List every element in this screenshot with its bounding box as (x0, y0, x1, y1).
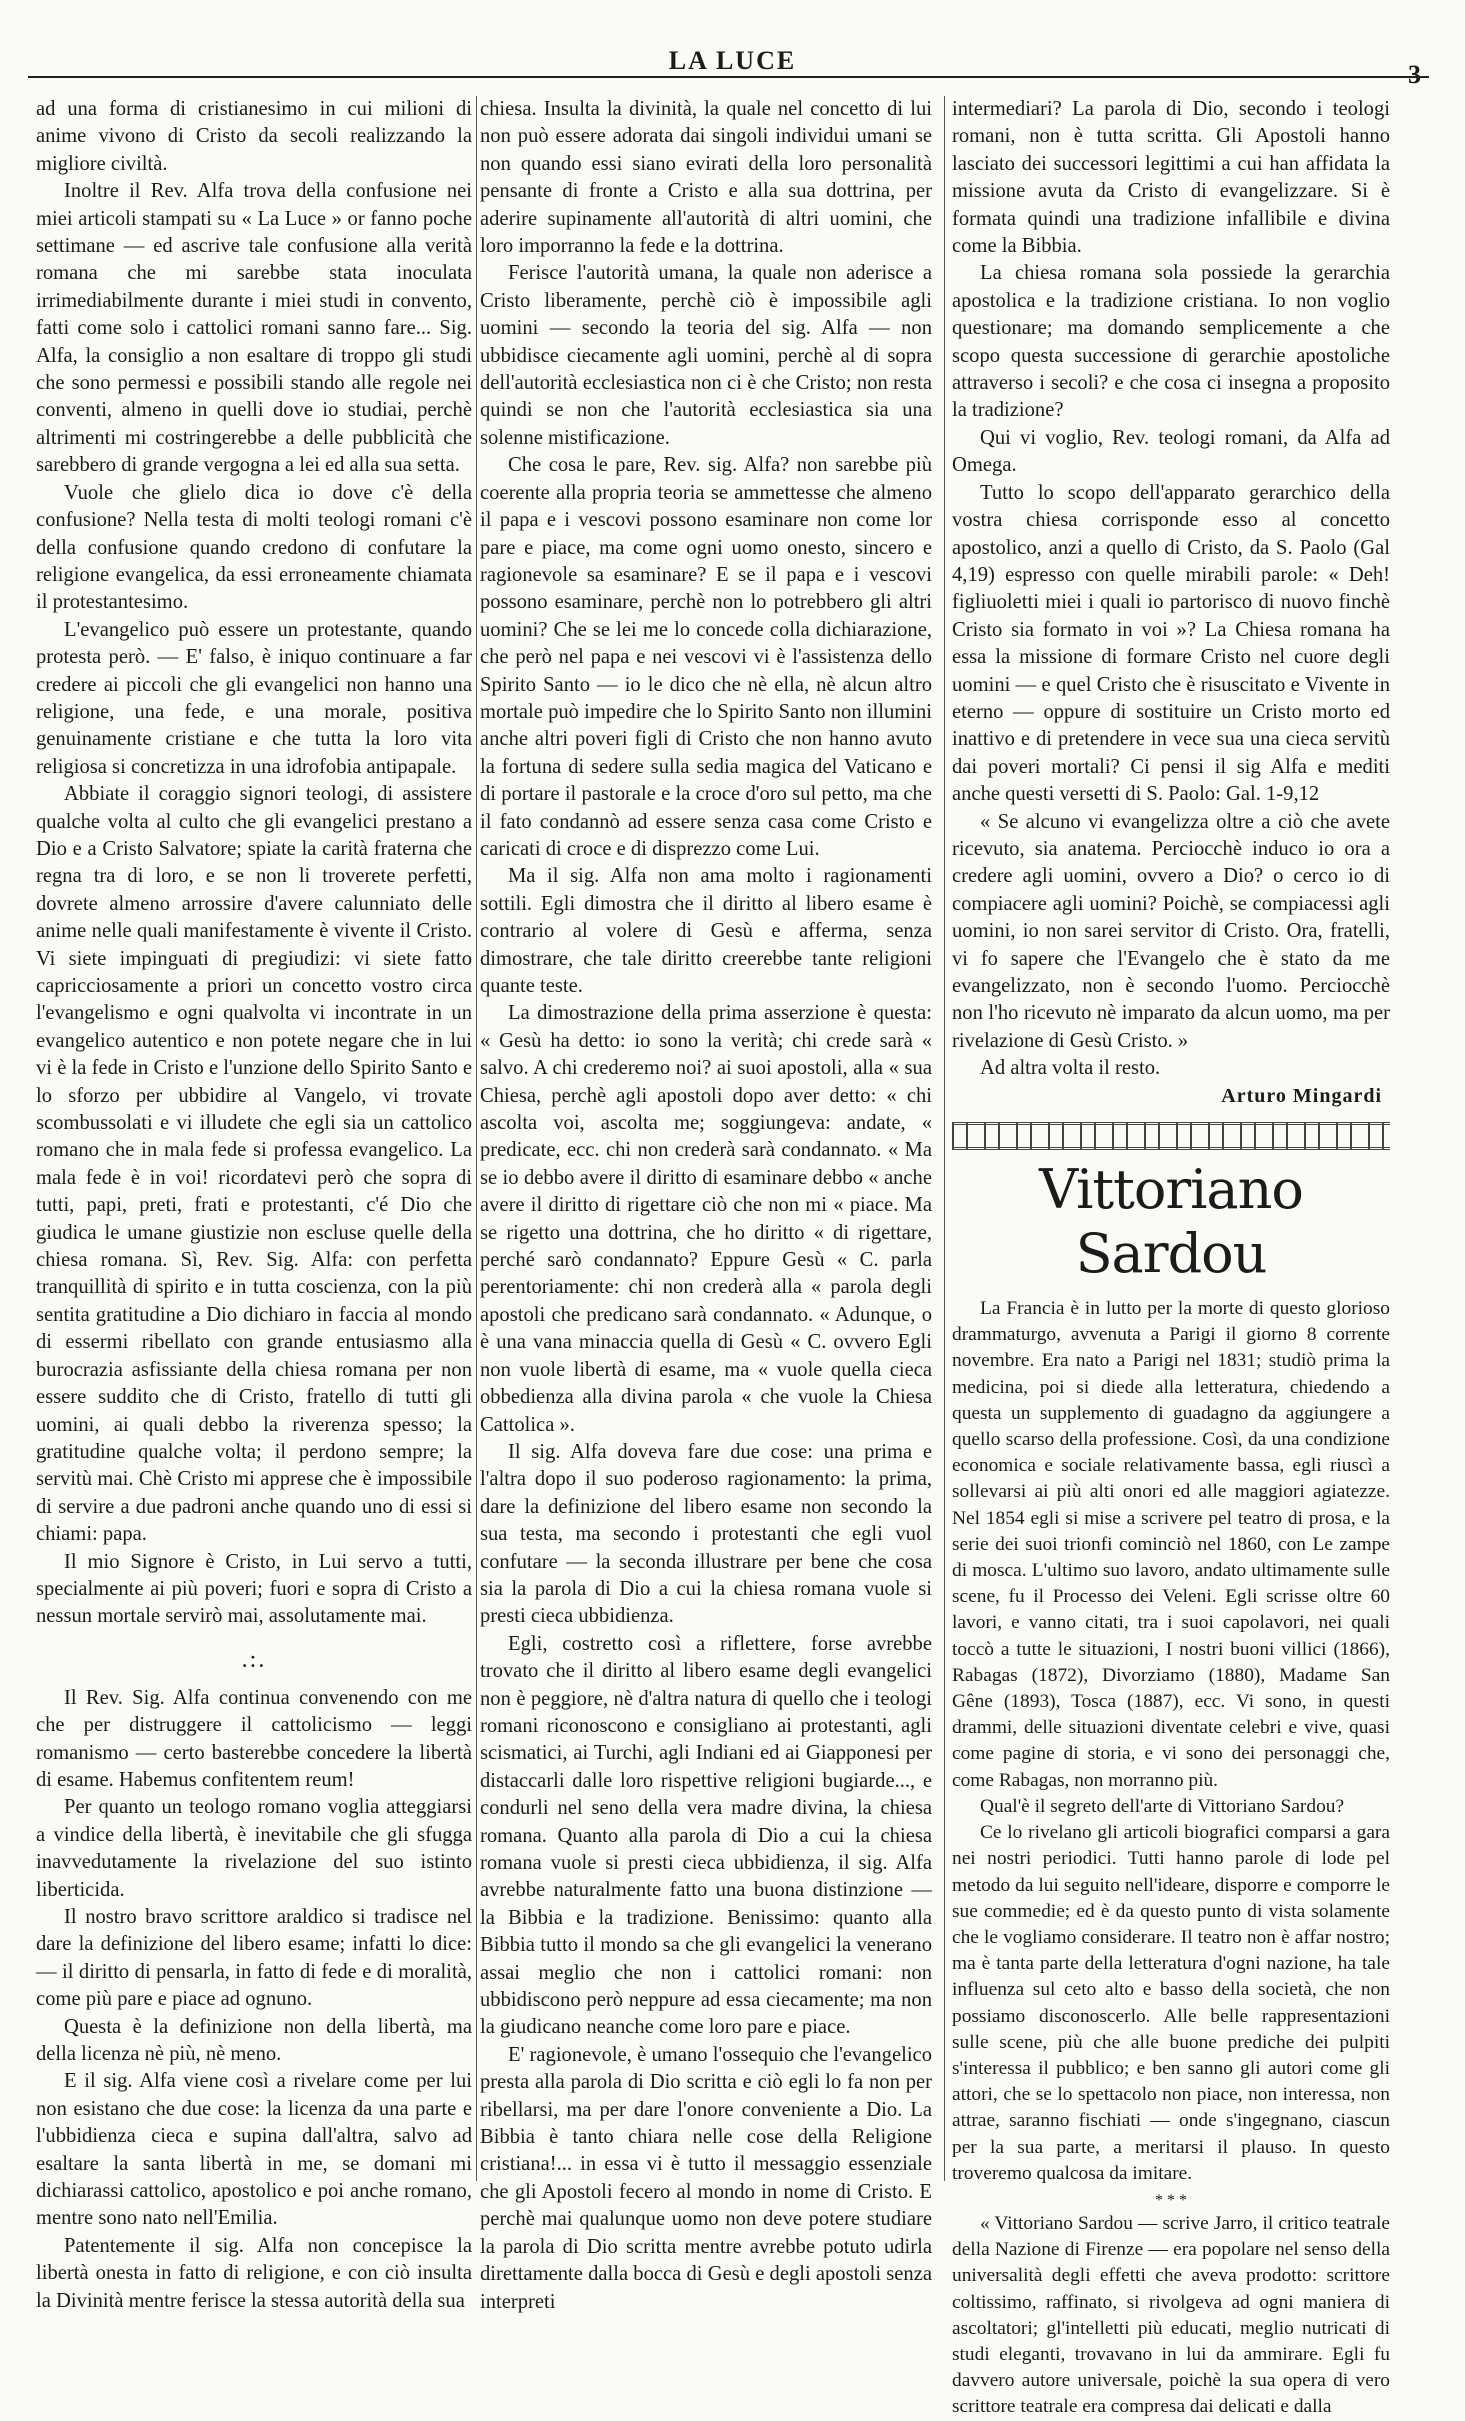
author-signature: Arturo Mingardi (1221, 1084, 1382, 1107)
paragraph: Inoltre il Rev. Alfa trova della confusione nei miei articoli stampati su « La Luce » or fanno poche settimane — ed ascrive tale confusione alla verità romana che mi sarebbe stata inoculata irrimediabilmente durante i miei studi in convento, fatti come solo i cattolici romani sanno fare... Sig. Alfa, la consiglio a non esaltare di troppo gli studi che sono permessi e possibili stando alle regole nei conventi, almeno in quelli dove io studiai, perchè altrimenti mi costringerebbe a delle pubblicità che sarebbero di grande vergogna a lei ed alla sua setta. (36, 180, 472, 477)
paragraph: « Vittoriano Sardou — scrive Jarro, il critico teatrale della Nazione di Firenze — era popolare nel senso della universalità degli effetti che aveva prodotto: scrittore coltissimo, raffinato, si rivolgeva ad ogni maniera di ascoltatori; gl'intelletti più educati, meglio nutricati di studi eleganti, trovavano in lui da ammirare. Egli fu davvero autore universale, poichè la sua opera di vero scrittore teatrale era compresa dai delicati e dalla (952, 2212, 1390, 2418)
decorative-border (952, 1122, 1390, 1150)
column-1 (36, 96, 472, 2312)
paragraph: Egli, costretto così a riflettere, forse avrebbe trovato che il diritto al libero esame degli evangelici non è peggiore, nè d'altra natura di quello che i teologi romani riconoscono e consigliano ai protestanti, agli scismatici, ai Turchi, agli Indiani ed ai Giapponesi per distaccarli dalle loro rispettive religioni bugiarde..., e condurli nel seno della vera madre divina, la chiesa romana. Quanto alla parola di Dio a cui la chiesa romana vuole si presti cieca ubbidienza, il sig. Alfa avrebbe naturalmente fatto una buona distinzione — la Bibbia e la tradizione. Benissimo: quanto alla Bibbia tutto il mondo sa che gli evangelici la venerano assai meglio che non i cattolici romani: non ubbidiscono però neppure ad essa ciecamente; ma non la giudicano neanche come loro pare e piace. (480, 1632, 932, 2039)
page-number: 3 (1408, 60, 1421, 89)
paragraph: E' ragionevole, è umano l'ossequio che l'evangelico presta alla parola di Dio scritta e ciò egli lo fa non per ribellarsi, ma per dare l'onore conveniente a Dio. La Bibbia è tanto chiara nelle cose della Religione cristiana!... in essa vi è tutto il messaggio essenziale che gli Apostoli fecero al mondo in nome di Cristo. E perchè mai qualunque uomo non deve potere studiare la parola di Dio scritta mentre avrebbe potuto udirla direttamente dalla bocca di Gesù e degli apostoli senza interpreti (480, 2043, 932, 2313)
article-body (952, 1296, 1390, 2421)
page-header (0, 0, 1465, 90)
article-title: Vittoriano Sardou (1039, 1158, 1303, 1286)
section-separator: * * * (1155, 2191, 1187, 2209)
paragraph: E il sig. Alfa viene così a rivelare come per lui non esistano che due cose: la licenza da una parte e l'ubbidienza cieca e supina dall'altra, salvo ad esaltare la santa libertà in me, se domani mi dichiarassi cattolico, apostolico e poi anche romano, mentre sono nato nell'Emilia. (36, 2070, 472, 2230)
paragraph: Patentemente il sig. Alfa non concepisce la libertà onesta in fatto di religione, e con ciò insulta la Divinità mentre ferisce la stessa autorità della sua (36, 2234, 472, 2312)
paragraph: Ad altra volta il resto. (980, 1057, 1161, 1080)
column-divider (944, 96, 945, 2181)
paragraph: chiesa. Insulta la divinità, la quale nel concetto di lui non può essere adorata dai singoli individui umani se non quando essi siano evirati della loro personalità pensante di fronte a Cristo e alla sua dottrina, per aderire supinamente all'autorità di altri uomini, che loro imporranno la fede e la dottrina. (480, 98, 932, 258)
paragraph: Qual'è il segreto dell'arte di Vittoriano Sardou? (980, 1795, 1345, 1817)
paragraph: Tutto lo scopo dell'apparato gerarchico della vostra chiesa corrisponde esso al concetto apostolico, anzi a quello di Cristo, da S. Paolo (Gal 4,19) espresso con quelle mirabili parole: « Deh! figliuoletti miei i quali io partorisco di nuovo finchè Cristo sia formato in voi »? La Chiesa romana ha essa la missione di formare Cristo nel cuore degli uomini — e quel Cristo che è risuscitato e Vivente in eterno — oppure di sostituire un Cristo morto ed inattivo e di pretendere in vece sua una cieca servitù dai poveri mortali? Ci pensi il sig Alfa e mediti anche questi versetti di S. Paolo: Gal. 1-9,12 (952, 481, 1390, 806)
paragraph: Il sig. Alfa doveva fare due cose: una prima e l'altra dopo il suo poderoso ragionamento: la prima, dare la definizione del libero esame non secondo la sua testa, ma secondo i protestanti che egli vuol confutare — la seconda illustrare per bene che cosa sia la parola di Dio a cui la chiesa romana vuole si presti cieca ubbidienza. (480, 1440, 932, 1628)
header-rule (28, 76, 1429, 78)
paragraph: Ce lo rivelano gli articoli biografici comparsi a gara nei nostri periodici. Tutti hanno parole di lode pel metodo da lui seguito nell'ideare, disporre e comporre le sue commedie; ed è da questo punto di vista solamente che le vogliamo considerare. Il teatro non è affar nostro; ma è tanta parte della letteratura d'ogni nazione, ha tale influenza sul ceto alto e basso della società, che non possiamo disconoscerlo. Alle belle rappresentazioni sulle scene, più che alle buone prediche dei pulpiti s'interessa il pubblico; e ben sanno gli autori come gli attori, che se lo spettacolo non piace, non interessa, non attrae, saranno fischiati — onde s'ingegnano, ciascun per la sua parte, a meritarsi il plauso. In questo troveremo qualcosa da imitare. (952, 1822, 1390, 2184)
paragraph: Per quanto un teologo romano voglia atteggiarsi a vindice della libertà, è inevitabile che gli sfugga inavvedutamente la rivelazione del suo istinto liberticida. (36, 1796, 472, 1901)
masthead-title: LA LUCE (668, 46, 797, 75)
column-2 (480, 96, 932, 2313)
column-divider (476, 96, 477, 2181)
paragraph: intermediari? La parola di Dio, secondo i teologi romani, non è tutta scritta. Gli Apostoli hanno lasciato dei successori legittimi a cui han affidata la missione avuta da Cristo di evangelizzare. Si è formata quindi una tradizione infallibile e divina come la Bibbia. (952, 98, 1390, 258)
paragraph: Il mio Signore è Cristo, in Lui servo a tutti, specialmente ai più poveri; fuori e sopra di Cristo a nessun mortale servirò mai, assolutamente mai. (36, 1550, 472, 1628)
paragraph: Qui vi voglio, Rev. teologi romani, da Alfa ad Omega. (952, 426, 1390, 477)
section-separator: .:. (241, 1646, 267, 1673)
paragraph: Vuole che glielo dica io dove c'è della confusione? Nella testa di molti teologi romani c'è della confusione quando credono di confutare la religione evangelica, da essi erroneamente chiamata il protestantesimo. (36, 481, 472, 614)
paragraph: Che cosa le pare, Rev. sig. Alfa? non sarebbe più coerente alla propria teoria se ammettesse che almeno il papa e i vescovi possono esaminare non come lor pare e piace, ma come ogni uomo onesto, sincero e ragionevole sa esaminare? E se il papa e i vescovi possono esaminare, perchè non lo potrebbero gli altri uomini? Che se lei me lo concede colla dichiarazione, che però nel papa e nei vescovi vi è l'assistenza dello Spirito Santo — io le dico che nè ella, nè alcun altro mortale può impedire che lo Spirito Santo non illumini anche altri poveri figli di Cristo che non hanno avuto la fortuna di sedere sulla sedia magica del Vaticano e di portare il pastorale e la croce d'oro sul petto, ma che il fato condannò ad essere senza casa come Cristo e caricati di croce e di disprezzo come Lui. (480, 454, 932, 860)
paragraph: Il Rev. Sig. Alfa continua convenendo con me che per distruggere il cattolicismo — leggi romanismo — certo basterebbe concedere la libertà di esame. Habemus confitentem reum! (36, 1686, 472, 1791)
column-3 (952, 96, 1390, 2418)
paragraph: La dimostrazione della prima asserzione è questa: « Gesù ha detto: io sono la verità; chi crede sarà « salvo. A chi crederemo noi? ai suoi apostoli, alla « sua Chiesa, perchè agli apostoli dopo aver detto: « chi ascolta voi, ascolta me; soggiungeva: andate, « predicate, ecc. chi non crederà sarà condannato. « Ma se io debbo avere il diritto di esaminare debbo « anche avere il diritto di rigettare ciò che non mi « piace. Ma se rigetto una dottrina, che ho diritto « di rigettare, perché sarò condannato? Eppure Gesù « C. parla perentoriamente: chi non crederà alla « parola degli apostoli che predicano sarà condannato. « Adunque, o è una vana minaccia quella di Gesù « C. ovvero Egli non vuole libertà di esame, ma « vuole quella cieca obbedienza alla divina parola « che vuole la Chiesa Cattolica ». (480, 1002, 932, 1436)
paragraph: ad una forma di cristianesimo in cui milioni di anime vivono di Cristo da secoli realizzando la migliore civiltà. (36, 98, 472, 175)
paragraph: L'evangelico può essere un protestante, quando protesta però. — E' falso, è iniquo continuare a far credere ai piccoli che gli evangelici non hanno una religione, una fede, e una morale, positiva genuinamente cristiane e che tutta la loro vita religiosa si concretizza in una idrofobia antipapale. (36, 618, 472, 778)
paragraph: Ferisce l'autorità umana, la quale non aderisce a Cristo liberamente, perchè ciò è impossibile agli uomini — secondo la teoria del sig. Alfa — non ubbidisce ciecamente agli uomini, perchè al di sopra dell'autorità ecclesiastica non ci è che Cristo; non resta quindi se non che l'autorità ecclesiastica sia una solenne mistificazione. (480, 262, 932, 449)
paragraph: La Francia è in lutto per la morte di questo glorioso drammaturgo, avvenuta a Parigi il giorno 8 corrente novembre. Era nato a Parigi nel 1831; studiò prima la medicina, poi si diede alla letteratura, chiedendo a questa un supplemento di guadagno da aggiungere a quello scarso della professione. Così, da una condizione economica e sociale relativamente bassa, egli riuscì a sollevarsi ai più alti onori ed alle maggiori agiatezze. Nel 1854 egli si mise a scrivere pel teatro di prosa, e la serie dei suoi trionfi cominciò nel 1860, con Le zampe di mosca. L'ultimo suo lavoro, andato ultimamente sulle scene, fu il Processo dei Veleni. Egli scrisse oltre 60 lavori, e vanno citati, tra i suoi capolavori, nei quali toccò a tutte le situazioni, I nostri buoni villici (1866), Rabagas (1872), Divorziamo (1880), Madame San Gêne (1893), Tosca (1887), ecc. Vi sono, in questi drammi, delle situazioni diventate celebri e vive, quasi come pagine di storia, e vi sono dei personaggi che, come Rabagas, non morranno più. (952, 1298, 1390, 1791)
paragraph: « Se alcuno vi evangelizza oltre a ciò che avete ricevuto, sia anatema. Perciocchè induco io ora a credere agli uomini, ovvero a Dio? o cerco io di compiacere agli uomini? Poichè, se compiacessi agli uomini, io non sarei servitor di Cristo. Ora, fratelli, vi fo sapere che l'Evangelo che è stato da me evangelizzato, non è secondo l'uomo. Perciocchè non l'ho ricevuto nè imparato da alcun uomo, ma per rivelazione di Gesù Cristo. » (952, 810, 1390, 1052)
paragraph: Questa è la definizione non della libertà, ma della licenza nè più, nè meno. (36, 2015, 472, 2066)
paragraph: Ma il sig. Alfa non ama molto i ragionamenti sottili. Egli dimostra che il diritto al libero esame è contrario al volere di Gesù e afferma, senza dimostrare, che tale diritto creerebbe tante religioni quante teste. (480, 865, 932, 997)
paragraph: Abbiate il coraggio signori teologi, di assistere qualche volta al culto che gli evangelici prestano a Dio e a Cristo Salvatore; spiate la carità fraterna che regna tra di loro, e se non li troverete perfetti, dovrete almeno arrossire d'avere calunniato delle anime nelle quali manifestamente è vivente il Cristo. Vi siete impinguati di pregiudizi: vi siete fatto capricciosamente a priori un concetto vostro circa l'evangelismo e ogni qualvolta vi incontrate in un evangelico autentico e non potete negare che in lui vi è la fede in Cristo e l'unzione dello Spirito Santo e lo sforzo per ubbidire al Vangelo, vi trovate scombussolati e vi illudete che egli sia un cattolico romano che in mala fede si professa evangelico. La mala fede è in voi! ricordatevi però che sopra di tutti, papi, preti, frati e protestanti, c'é Dio che giudica le umane giustizie non escluse quelle della chiesa romana. Sì, Rev. Sig. Alfa: con perfetta tranquillità di spirito e in tutta coscienza, con la più sentita gratitudine a Dio dichiaro in faccia al mondo di essermi ribellato con grande entusiasmo alla burocrazia asfissiante della chiesa romana per non essere suddito che di Cristo, fratello di tutti gli uomini, ai quali debbo la riverenza spesso; la gratitudine qualche volta; il perdono sempre; la servitù mai. Chè Cristo mi apprese che è impossibile di servire a due padroni anche quando uno di essi si chiami: papa. (36, 783, 472, 1546)
paragraph: La chiesa romana sola possiede la gerarchia apostolica e la tradizione cristiana. Io non voglio questionare; ma domando semplicemente a che scopo questa successione di gerarchie apostoliche attraverso i secoli? e che cosa ci insegna a proposito la tradizione? (952, 262, 1390, 422)
paragraph: Il nostro bravo scrittore araldico si tradisce nel dare la definizione del libero esame; infatti lo dice: — il diritto di pensarla, in fatto di fede e di moralità, come più pare e piace ad ognuno. (36, 1906, 472, 2011)
